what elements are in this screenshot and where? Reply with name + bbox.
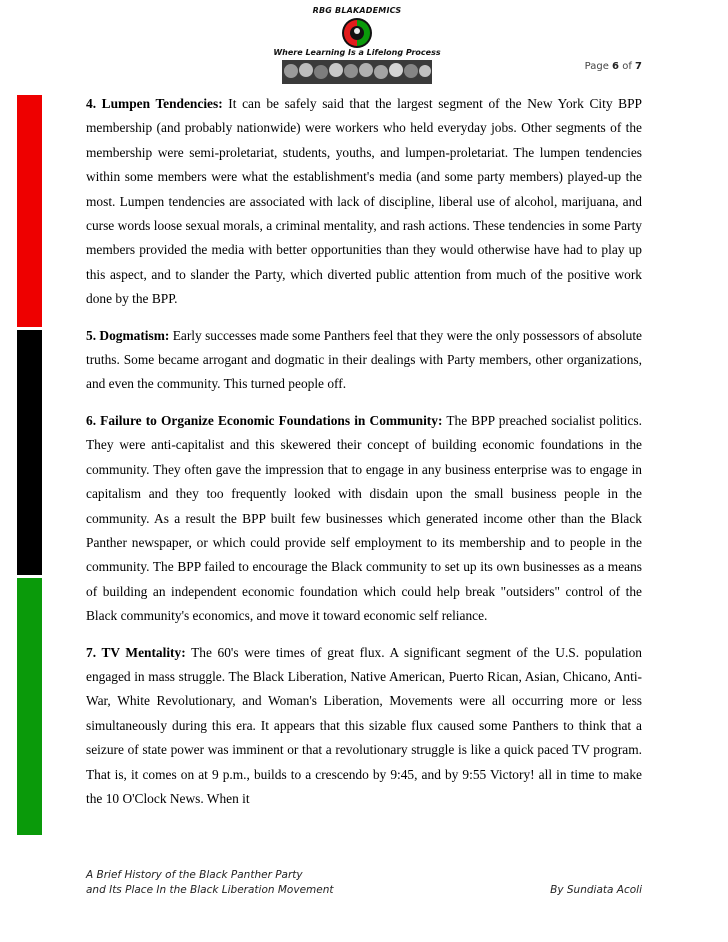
section-tv-mentality: [86, 641, 642, 812]
page-number: [585, 61, 642, 72]
page-of-label: of: [622, 61, 632, 72]
section-heading: 6. Failure to Organize Economic Foundations in Community:: [86, 412, 443, 428]
section-heading: 7. TV Mentality:: [86, 644, 186, 660]
document-body: [86, 92, 642, 823]
footer-author: By Sundiata Acoli: [550, 884, 642, 896]
page-footer: [86, 868, 642, 898]
section-body: It can be safely said that the largest segment of the New York City BPP membership (and probably nationwide) were workers who held everyday jobs. Other segments of the membership were semi-proletariat, students, youths, and lumpen-proletariat. The lumpen tendencies within some members were what the establishment's media (and some party members) played-up the most. Lumpen tendencies are associated with lack of discipline, liberal use of alcohol, marijuana, and curse words loose sexual morals, a criminal mentality, and rash actions. These tendencies in some Party members provided the media with better opportunities than they would otherwise have had to play up this aspect, and to slander the Party, which diverted public attention from much of the positive work done by the BPP.: [86, 96, 643, 307]
page-total: 7: [635, 61, 642, 72]
footer-title-line-1: A Brief History of the Black Panther Party: [86, 869, 303, 881]
side-bar-green: [17, 578, 42, 835]
portrait-strip-image: [282, 60, 432, 84]
footer-title-line-2: and Its Place In the Black Liberation Movement: [86, 884, 334, 896]
section-heading: 5. Dogmatism:: [86, 327, 170, 343]
logo-emblem-icon: [341, 17, 373, 49]
section-economic-foundations: [86, 409, 642, 629]
page-current: 6: [612, 61, 620, 72]
section-lumpen-tendencies: [86, 92, 642, 312]
side-bar-red: [17, 95, 42, 327]
header-logo: [272, 3, 442, 85]
section-dogmatism: [86, 324, 642, 397]
section-body: The 60's were times of great flux. A significant segment of the U.S. population engaged in mass struggle. The Black Liberation, Native American, Puerto Rican, Asian, Chicano, Anti-War, White Revolutionary, and Woman's Liberation, Movements were all occurring more or less simultaneously during this era. It appears that this sizable flux caused some Panthers to think that a seizure of state power was imminent or that a revolutionary struggle is like a quick paced TV program. That is, it comes on at 9 p.m., builds to a crescendo by 9:45, and by 9:55 Victory! all in time to make the 10 O'Clock News. When it: [86, 644, 642, 806]
logo-tagline: Where Learning Is a Lifelong Process: [273, 48, 441, 57]
section-heading: 4. Lumpen Tendencies:: [86, 96, 223, 111]
section-body: The BPP preached socialist politics. They were anti-capitalist and this skewered their concept of building economic foundations in the community. They often gave the impression that to engage in any business enterprise was to engage in capitalism and they too frequently looked with disdain upon the small business people in the community. As a result the BPP built few businesses which generated income other than the Black Panther newspaper, or which could provide self employment to its membership and to people in the community. The BPP failed to encourage the Black community to set up its own businesses as a means of building an independent economic foundation which could help break "outsiders" control of the Black community's economics, and move it toward economic self reliance.: [86, 412, 642, 624]
page-label: Page: [584, 61, 609, 72]
side-bar-black: [17, 330, 42, 575]
section-body: Early successes made some Panthers feel that they were the only possessors of absolute truths. Some became arrogant and dogmatic in their dealings with Party members, other organizations, and even the community. This turned people off.: [86, 327, 642, 392]
logo-title: RBG BLAKADEMICS: [312, 6, 402, 15]
